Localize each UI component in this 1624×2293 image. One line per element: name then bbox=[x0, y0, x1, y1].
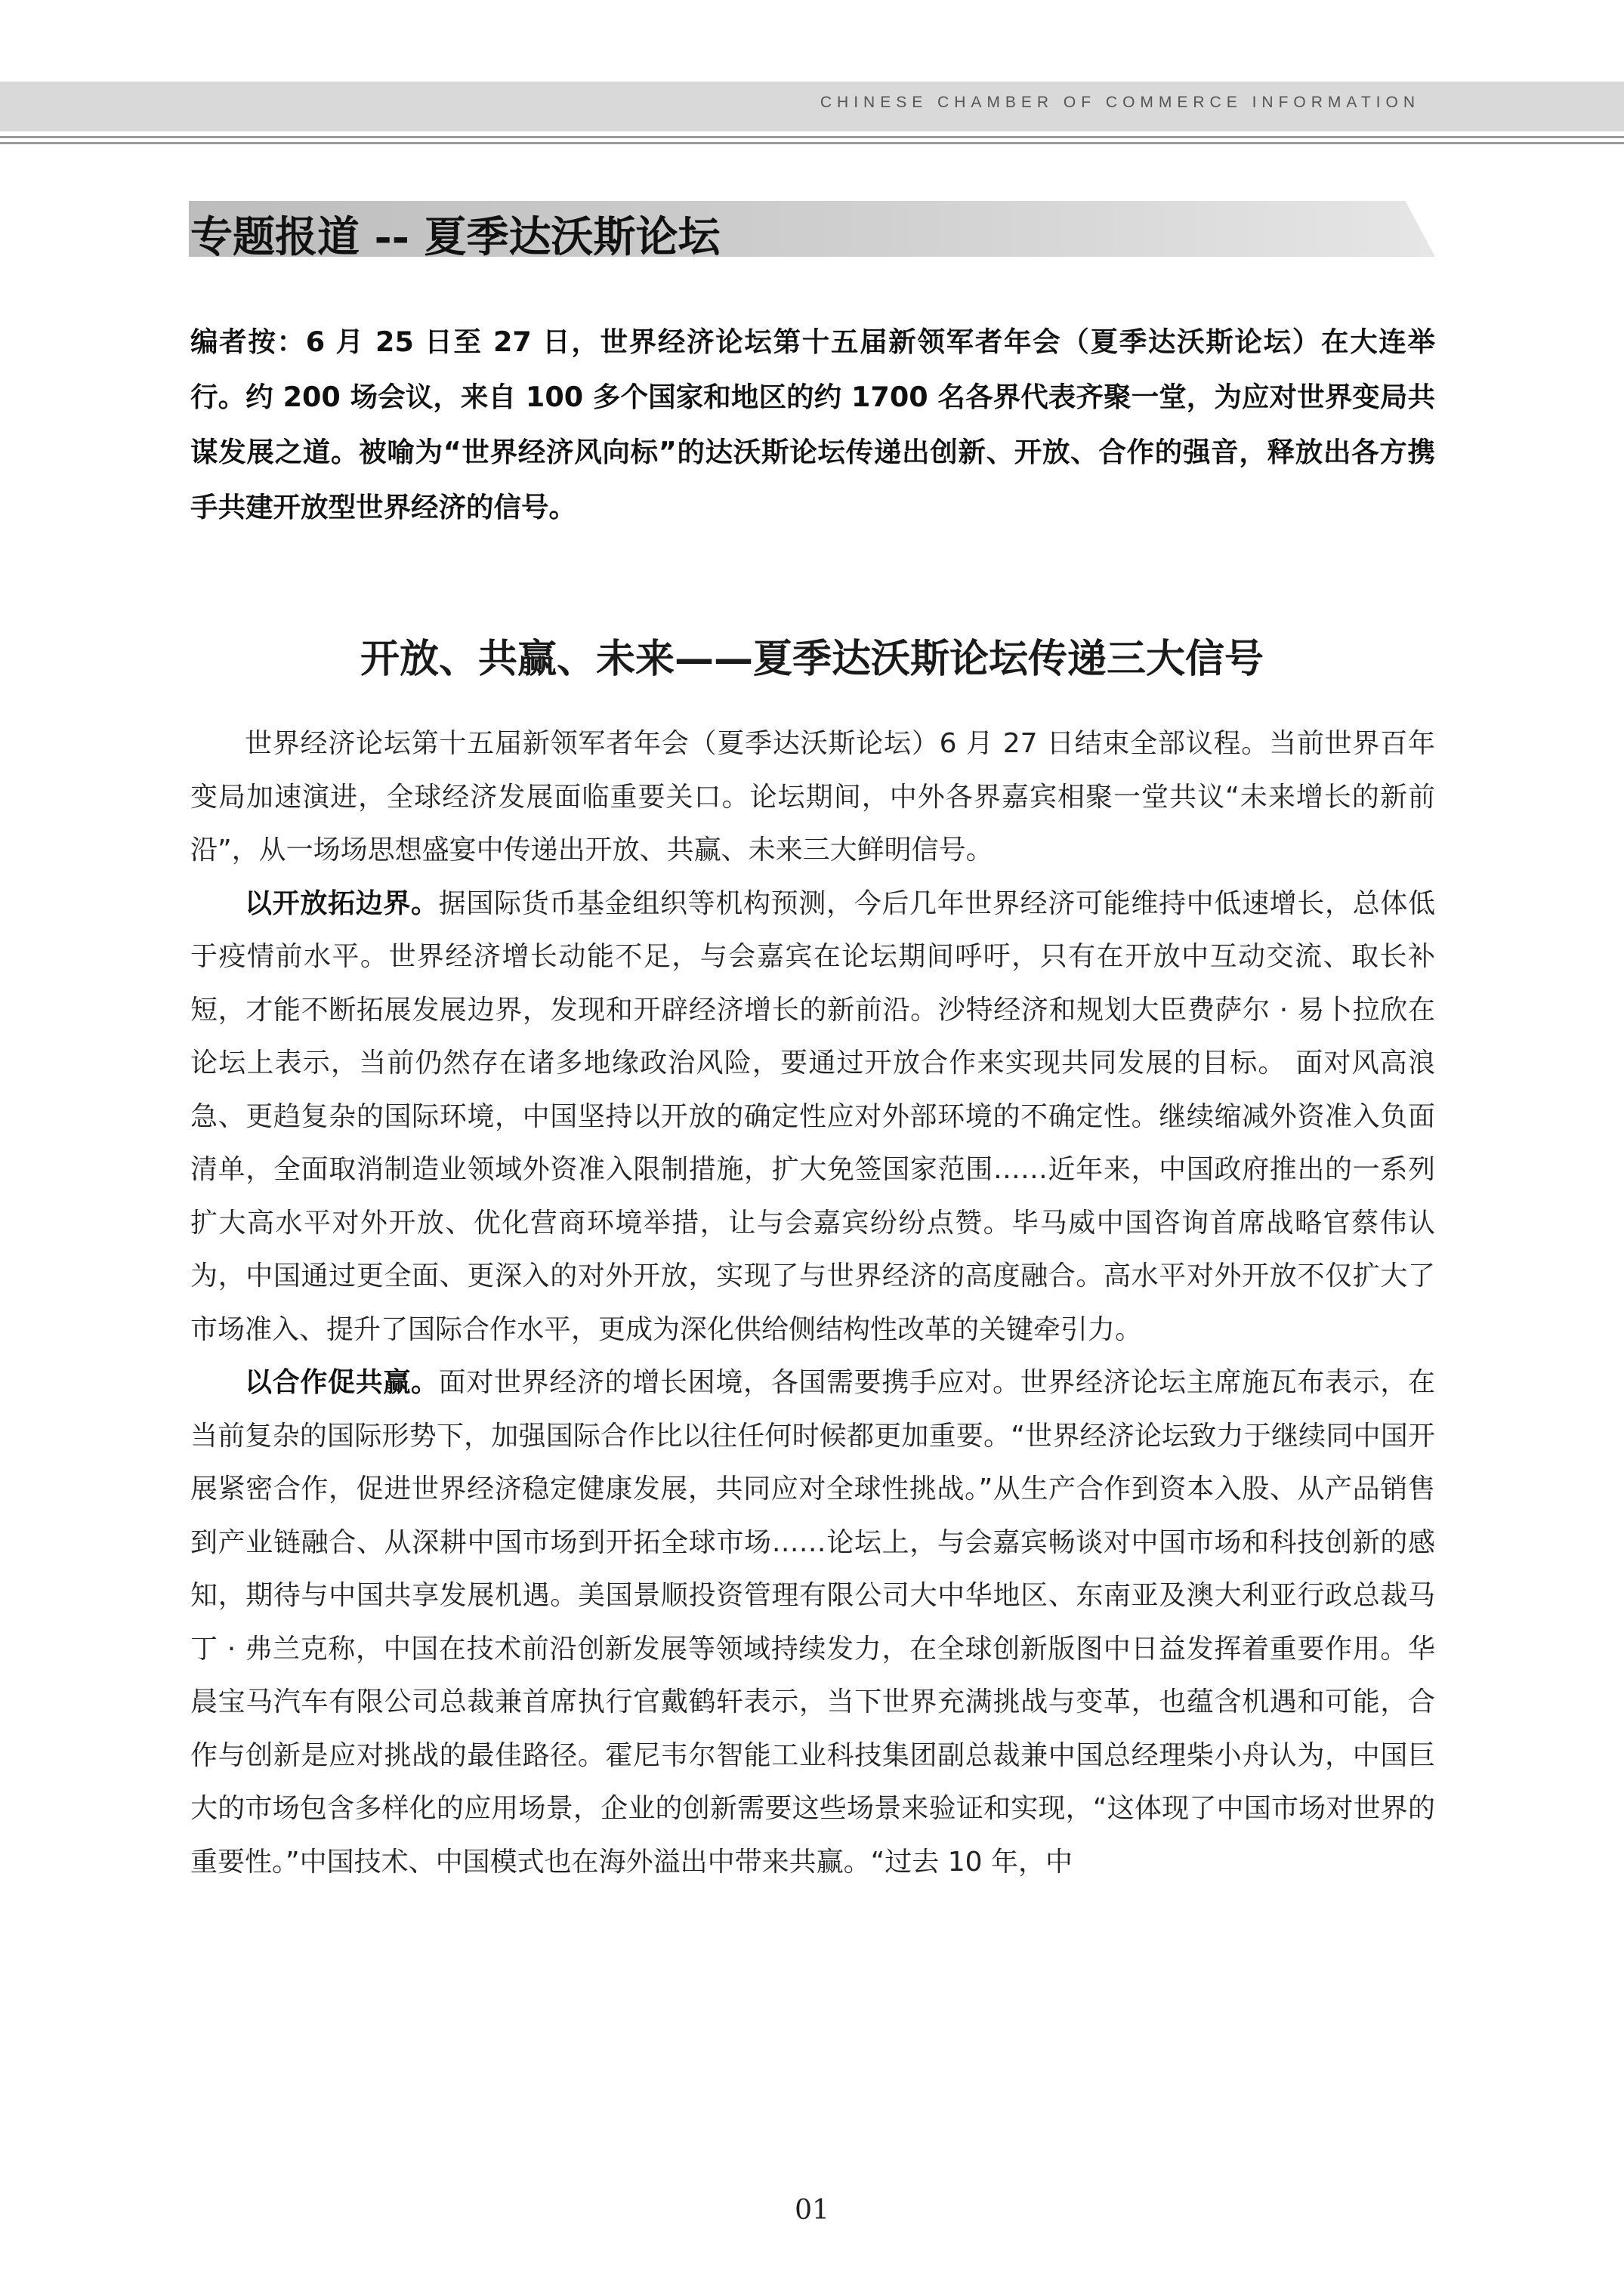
article-paragraph bbox=[190, 1356, 1435, 1889]
page-number: 01 bbox=[795, 2195, 829, 2226]
paragraph-text: 据国际货币基金组织等机构预测，今后几年世界经济可能维持中低速增长，总体低于疫情前水平。世界经济增长动能不足，与会嘉宾在论坛期间呼吁，只有在开放中互动交流、取长补短，才能不断拓展发展边界，发现和开辟经济增长的新前沿。沙特经济和规划大臣费萨尔 · 易卜拉欣在论坛上表示，当前仍然存在诸多地缘政治风险，要通过开放合作来实现共同发展的目标。 面对风高浪急、更趋复杂的国际环境，中国坚持以开放的确定性应对外部环境的不确定性。继续缩减外资准入负面清单，全面取消制造业领域外资准入限制措施，扩大免签国家范围……近年来，中国政府推出的一系列扩大高水平对外开放、优化营商环境举措，让与会嘉宾纷纷点赞。毕马威中国咨询首席战略官蔡伟认为，中国通过更全面、更深入的对外开放，实现了与世界经济的高度融合。高水平对外开放不仅扩大了市场准入、提升了国际合作水平，更成为深化供给侧结构性改革的关键牵引力。 bbox=[190, 887, 1435, 1345]
editor-note: 编者按：6 月 25 日至 27 日，世界经济论坛第十五届新领军者年会（夏季达沃斯论坛）在大连举行。约 200 场会议，来自 100 多个国家和地区的约 1700 名各界代表齐聚一堂，为应对世界变局共谋发展之道。被喻为“世界经济风向标”的达沃斯论坛传递出创新、开放、合作的强音，释放出各方携手共建开放型世界经济的信号。 bbox=[190, 326, 1435, 523]
article-paragraph bbox=[190, 878, 1435, 1357]
paragraph-lead: 以开放拓边界。 bbox=[245, 887, 439, 919]
header-divider-bottom bbox=[0, 142, 1624, 144]
section-title: 专题报道 -- 夏季达沃斯论坛 bbox=[190, 212, 721, 262]
paragraph-lead: 以合作促共赢。 bbox=[245, 1367, 439, 1398]
paragraph-text: 世界经济论坛第十五届新领军者年会（夏季达沃斯论坛）6 月 27 日结束全部议程。当前世界百年变局加速演进，全球经济发展面临重要关口。论坛期间，中外各界嘉宾相聚一堂共议“未来增长的新前沿”，从一场场思想盛宴中传递出开放、共赢、未来三大鲜明信号。 bbox=[190, 728, 1435, 866]
article-paragraph bbox=[190, 718, 1435, 878]
paragraph-text: 面对世界经济的增长困境，各国需要携手应对。世界经济论坛主席施瓦布表示，在当前复杂的国际形势下，加强国际合作比以往任何时候都更加重要。“世界经济论坛致力于继续同中国开展紧密合作，促进世界经济稳定健康发展，共同应对全球性挑战。”从生产合作到资本入股、从产品销售到产业链融合、从深耕中国市场到开拓全球市场……论坛上，与会嘉宾畅谈对中国市场和科技创新的感知，期待与中国共享发展机遇。美国景顺投资管理有限公司大中华地区、东南亚及澳大利亚行政总裁马丁 · 弗兰克称，中国在技术前沿创新发展等领域持续发力，在全球创新版图中日益发挥着重要作用。华晨宝马汽车有限公司总裁兼首席执行官戴鹤轩表示，当下世界充满挑战与变革，也蕴含机遇和可能，合作与创新是应对挑战的最佳路径。霍尼韦尔智能工业科技集团副总裁兼中国总经理柴小舟认为，中国巨大的市场包含多样化的应用场景，企业的创新需要这些场景来验证和实现，“这体现了中国市场对世界的重要性。”中国技术、中国模式也在海外溢出中带来共赢。“过去 10 年，中 bbox=[190, 1367, 1435, 1878]
publication-name: CHINESE CHAMBER OF COMMERCE INFORMATION bbox=[820, 94, 1420, 111]
article-title: 开放、共赢、未来——夏季达沃斯论坛传递三大信号 bbox=[360, 637, 1264, 682]
article-body bbox=[190, 718, 1435, 1889]
header-divider-top bbox=[0, 136, 1624, 138]
